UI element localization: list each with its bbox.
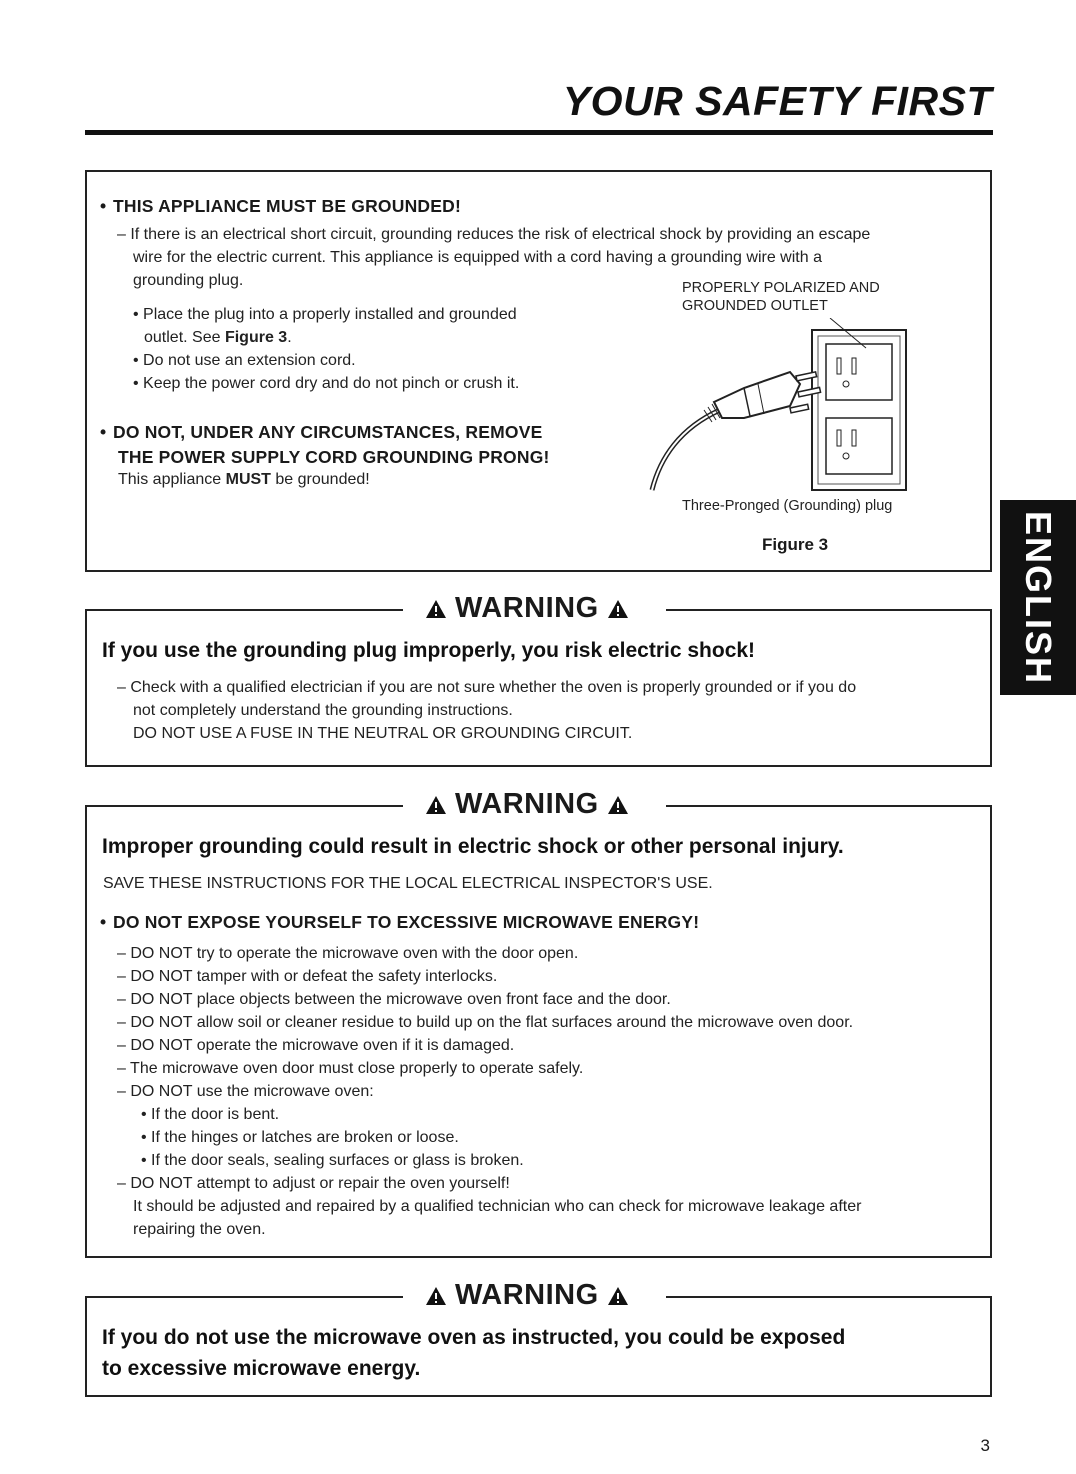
list-item: – DO NOT use the microwave oven:	[117, 1083, 374, 1100]
warning3-label: WARNING	[425, 1279, 629, 1312]
list-item: – DO NOT attempt to adjust or repair the oven yourself!	[117, 1175, 510, 1192]
grounding-heading: • THIS APPLIANCE MUST BE GROUNDED!	[100, 196, 461, 216]
language-tab-label: ENGLISH	[1018, 510, 1059, 685]
warning-icon	[425, 795, 447, 815]
list-item: – DO NOT place objects between the microwave oven front face and the door.	[117, 991, 671, 1008]
prong-note: This appliance MUST be grounded!	[118, 471, 370, 488]
figure-label-plug: Three-Pronged (Grounding) plug	[682, 498, 893, 514]
warning2-list: – DO NOT try to operate the microwave oven with the door open. – DO NOT tamper with or defeat the safety interlocks. – DO NOT place objects between the microwave oven front face and the door. – DO NOT allow soil or cleaner residue to build up on the flat surfaces around the microwave oven door. – DO NOT operate the microwave oven if it is damaged. – The microwave oven door must close properly to operate safely. – DO NOT use the microwave oven: • If the door is bent. • If the hinges or latches are broken or loose. • If the door seals, sealing surfaces or glass is broken. – DO NOT attempt to adjust or repair the oven yourself! It should be adjusted and repaired by a qualified technician who can check for microwave leakage after repairing the oven.	[117, 942, 987, 1241]
outlet-plug-illustration	[640, 318, 920, 493]
grounding-bullets: • Place the plug into a properly installed and grounded outlet. See Figure 3. • Do not use an extension cord. • Keep the power cord dry and do not pinch or crush it.	[133, 303, 653, 395]
list-item: • If the hinges or latches are broken or loose.	[141, 1129, 459, 1146]
page-title: YOUR SAFETY FIRST	[562, 78, 992, 124]
grounding-paragraph: – If there is an electrical short circuit, grounding reduces the risk of electrical shock by providing an escape wire for the electric current. This appliance is equipped with a cord having a grounding wire with a grounding plug.	[117, 226, 871, 289]
warning-icon	[607, 1286, 629, 1306]
list-item: – DO NOT try to operate the microwave oven with the door open.	[117, 945, 579, 962]
warning2-save-line: SAVE THESE INSTRUCTIONS FOR THE LOCAL ELECTRICAL INSPECTOR'S USE.	[103, 875, 713, 892]
list-item: • If the door seals, sealing surfaces or glass is broken.	[141, 1152, 524, 1169]
warning-icon	[607, 795, 629, 815]
warning3-heading: If you do not use the microwave oven as instructed, you could be exposed to excessive microwave energy.	[102, 1326, 846, 1380]
warning2-heading: Improper grounding could result in electric shock or other personal injury.	[102, 835, 844, 858]
figure-label-outlet: PROPERLY POLARIZED AND GROUNDED OUTLET	[682, 280, 880, 314]
list-item: – DO NOT operate the microwave oven if it is damaged.	[117, 1037, 515, 1054]
list-item: – DO NOT tamper with or defeat the safety interlocks.	[117, 968, 498, 985]
warning-icon	[607, 599, 629, 619]
warning-icon	[425, 1286, 447, 1306]
list-item: • If the door is bent.	[141, 1106, 280, 1123]
bullet-figure-ref: outlet. See Figure 3.	[144, 329, 292, 346]
warning2-label: WARNING	[425, 788, 629, 821]
title-rule	[85, 130, 993, 135]
list-item: – DO NOT allow soil or cleaner residue to build up on the flat surfaces around the microwave oven door.	[117, 1014, 854, 1031]
warning1-body: – Check with a qualified electrician if you are not sure whether the oven is properly grounded or if you do not completely understand the grounding instructions. DO NOT USE A FUSE IN THE NEUTRAL OR GROUNDING CIRCUIT.	[117, 679, 857, 742]
figure-caption: Figure 3	[762, 535, 829, 554]
page-number: 3	[980, 1436, 990, 1455]
warning1-label: WARNING	[425, 592, 629, 625]
warning-icon	[425, 599, 447, 619]
warning1-heading: If you use the grounding plug improperly, you risk electric shock!	[102, 639, 756, 662]
language-tab	[1000, 500, 1076, 695]
prong-heading: • DO NOT, UNDER ANY CIRCUMSTANCES, REMOVE THE POWER SUPPLY CORD GROUNDING PRONG!	[100, 422, 550, 467]
microwave-energy-heading: • DO NOT EXPOSE YOURSELF TO EXCESSIVE MICROWAVE ENERGY!	[100, 912, 700, 932]
list-item: – The microwave oven door must close properly to operate safely.	[117, 1060, 584, 1077]
